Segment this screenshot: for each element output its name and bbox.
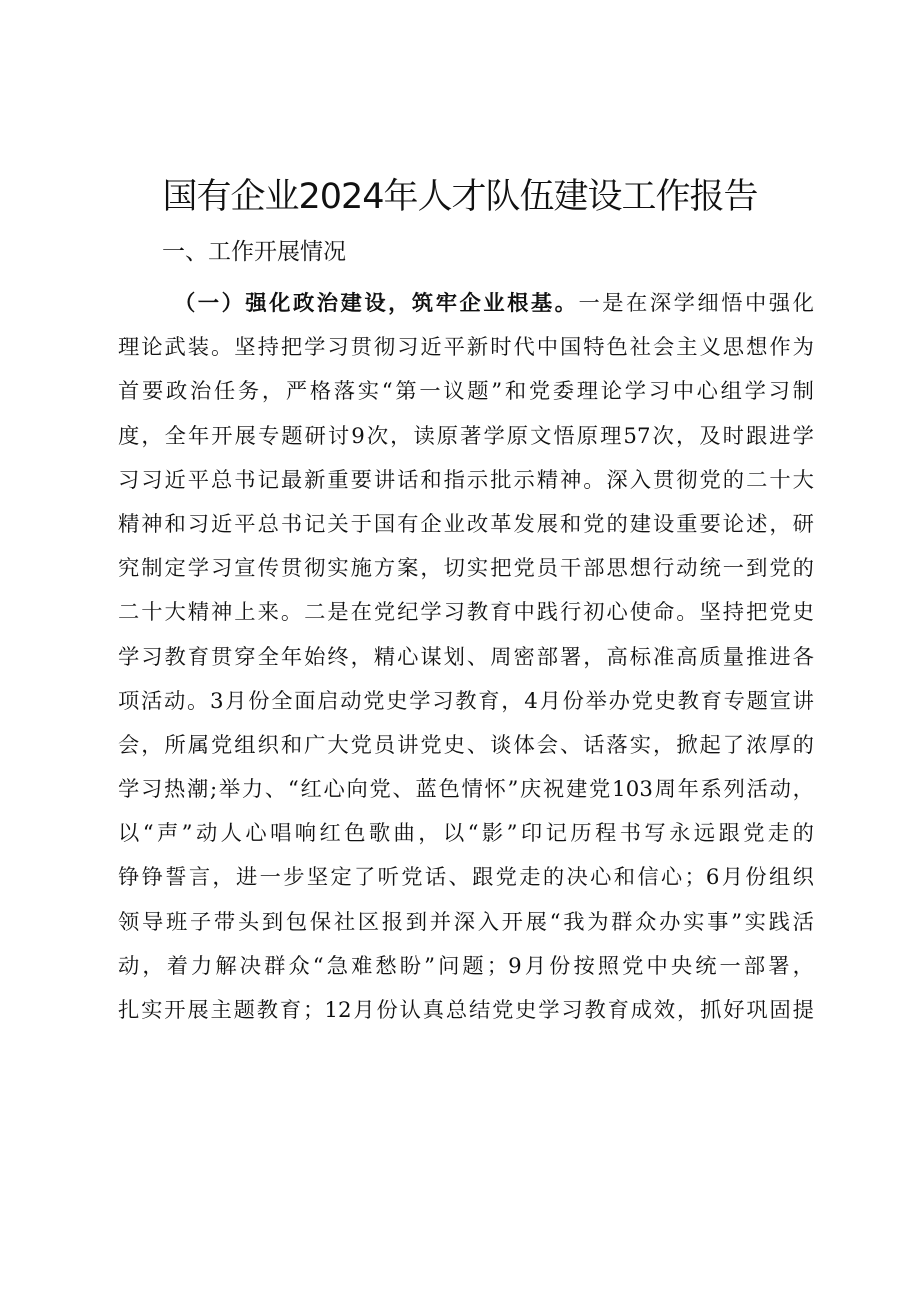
paragraph-line: 动，着力解决群众“急难愁盼”问题；9月份按照党中央统一部署， (118, 953, 814, 979)
paragraph-line: 以“声”动人心唱响红色歌曲，以“影”印记历程书写永远跟党走的 (118, 821, 814, 847)
paragraph-line: 理论武装。坚持把学习贯彻习近平新时代中国特色社会主义思想作为 (118, 335, 814, 361)
document-title: 国有企业2024年人才队伍建设工作报告 (162, 177, 758, 217)
paragraph-line: 度，全年开展专题研讨9次，读原著学原文悟原理57次，及时跟进学 (118, 423, 814, 449)
paragraph-line: 项活动。3月份全面启动党史学习教育，4月份举办党史教育专题宣讲 (118, 688, 814, 714)
paragraph-line: 学习教育贯穿全年始终，精心谋划、周密部署，高标准高质量推进各 (118, 644, 814, 670)
paragraph-line: 扎实开展主题教育；12月份认真总结党史学习教育成效，抓好巩固提 (118, 998, 814, 1023)
paragraph-line: 首要政治任务，严格落实“第一议题”和党委理论学习中心组学习制 (118, 379, 814, 405)
paragraph-line: 究制定学习宣传贯彻实施方案，切实把党员干部思想行动统一到党的 (118, 556, 814, 582)
paragraph-line: 二十大精神上来。二是在党纪学习教育中践行初心使命。坚持把党史 (118, 600, 814, 626)
paragraph-line: 会，所属党组织和广大党员讲党史、谈体会、话落实，掀起了浓厚的 (118, 732, 814, 758)
paragraph-line: 铮铮誓言，进一步坚定了听党话、跟党走的决心和信心；6月份组织 (118, 865, 814, 891)
paragraph-line-text: 一是在深学细悟中强化 (578, 291, 814, 316)
section-heading: 一、工作开展情况 (162, 239, 346, 265)
paragraph-line: 领导班子带头到包保社区报到并深入开展“我为群众办实事”实践活 (118, 909, 814, 935)
subsection-heading: （一）强化政治建设，筑牢企业根基。 (174, 291, 579, 316)
paragraph-line: 精神和习近平总书记关于国有企业改革发展和党的建设重要论述，研 (118, 511, 814, 537)
paragraph-first-line (118, 282, 814, 326)
paragraph-line: 学习热潮;举力、“红心向党、蓝色情怀”庆祝建党103周年系列活动， (118, 777, 814, 803)
document-body (118, 282, 814, 1033)
paragraph-line: 习习近平总书记最新重要讲话和指示批示精神。深入贯彻党的二十大 (118, 467, 814, 493)
